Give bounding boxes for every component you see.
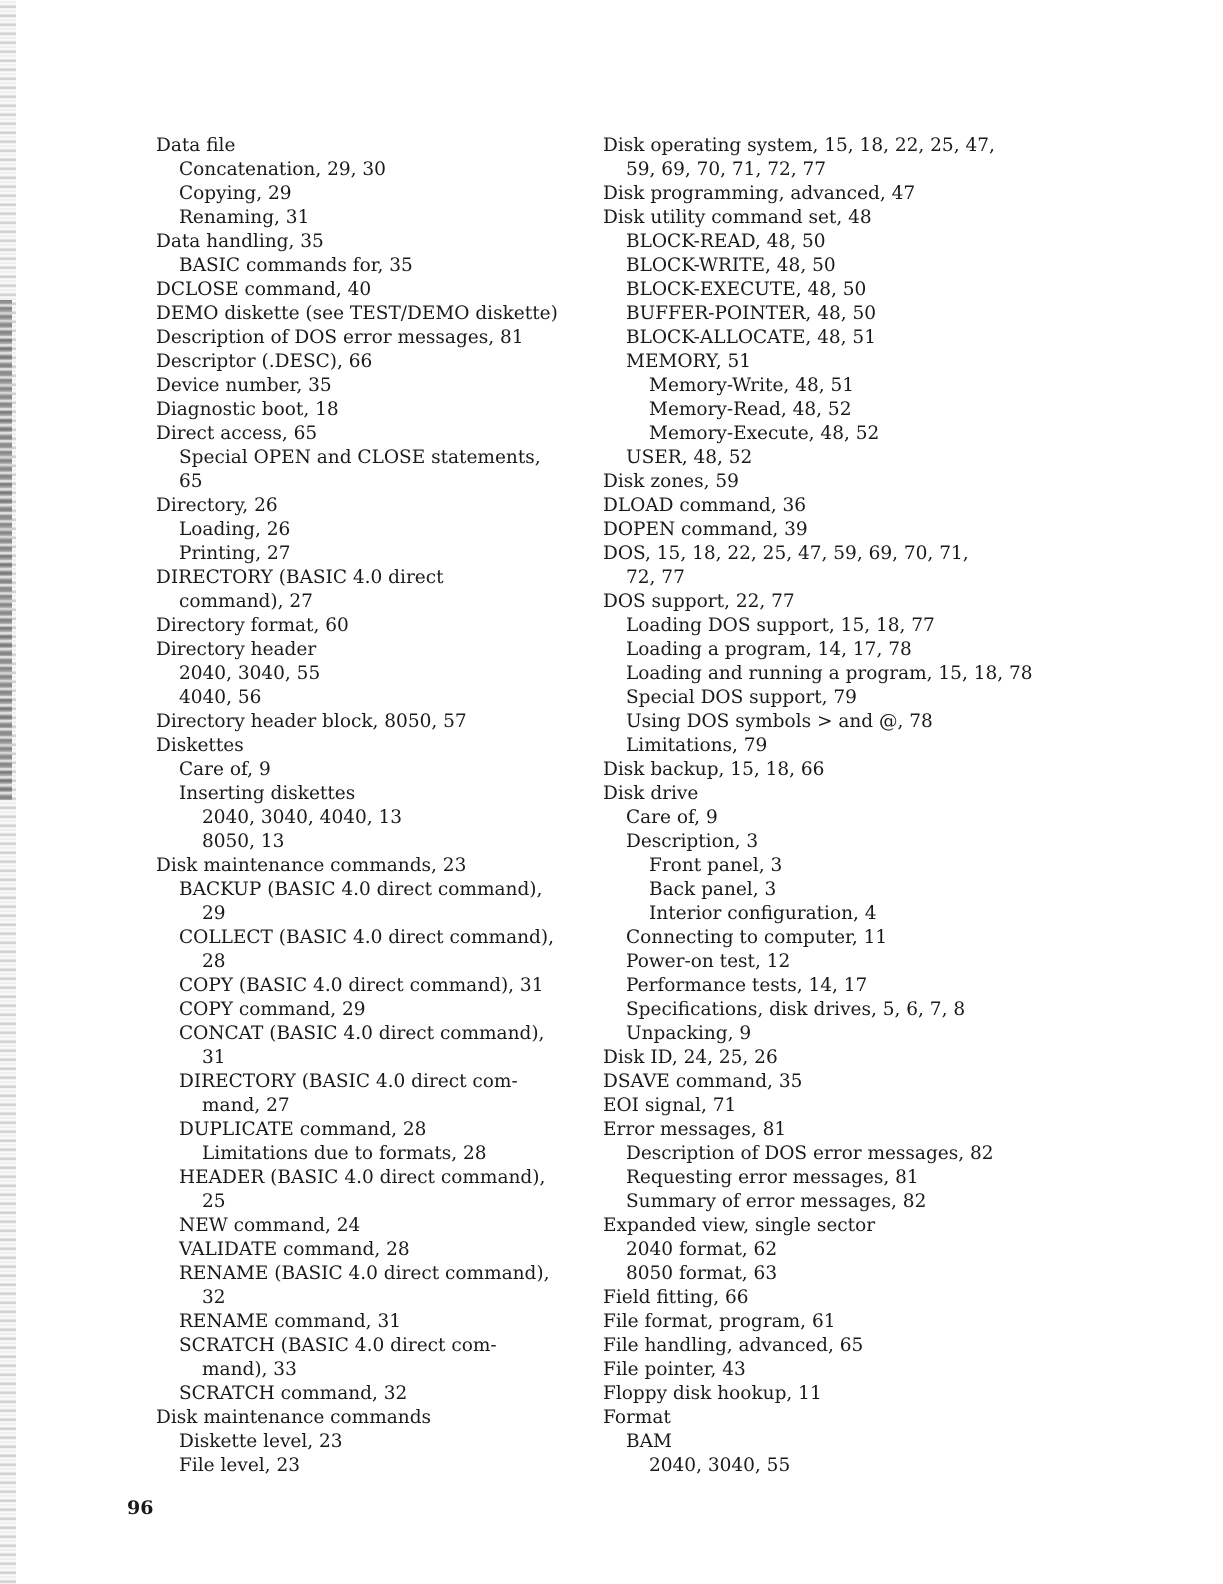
index-entry: 2040 format, 62 <box>626 1239 778 1260</box>
index-entry: 8050, 13 <box>202 831 285 852</box>
index-entry: DCLOSE command, 40 <box>156 279 372 300</box>
index-entry: Memory-Write, 48, 51 <box>649 375 855 396</box>
index-entry: Directory, 26 <box>156 495 278 516</box>
index-entry: 4040, 56 <box>179 687 262 708</box>
index-entry: BAM <box>626 1431 672 1452</box>
index-entry: 28 <box>202 951 226 972</box>
index-entry: Care of, 9 <box>179 759 271 780</box>
index-entry: CONCAT (BASIC 4.0 direct command), <box>179 1023 545 1044</box>
index-entry: DUPLICATE command, 28 <box>179 1119 427 1140</box>
index-entry: Disk programming, advanced, 47 <box>603 183 916 204</box>
index-entry: VALIDATE command, 28 <box>179 1239 410 1260</box>
index-entry: DEMO diskette (see TEST/DEMO diskette) <box>156 303 558 324</box>
index-entry: Interior configuration, 4 <box>649 903 877 924</box>
index-entry: Using DOS symbols > and @, 78 <box>626 711 933 732</box>
index-entry: Renaming, 31 <box>179 207 310 228</box>
index-entry: Loading a program, 14, 17, 78 <box>626 639 912 660</box>
index-entry: HEADER (BASIC 4.0 direct command), <box>179 1167 546 1188</box>
index-entry: Requesting error messages, 81 <box>626 1167 919 1188</box>
index-entry: BASIC commands for, 35 <box>179 255 413 276</box>
index-entry: DOS, 15, 18, 22, 25, 47, 59, 69, 70, 71, <box>603 543 969 564</box>
index-entry: COPY command, 29 <box>179 999 366 1020</box>
index-entry: 31 <box>202 1047 226 1068</box>
index-entry: Floppy disk hookup, 11 <box>603 1383 822 1404</box>
index-entry: Copying, 29 <box>179 183 292 204</box>
index-entry: Printing, 27 <box>179 543 291 564</box>
index-entry: Description of DOS error messages, 81 <box>156 327 524 348</box>
index-entry: File handling, advanced, 65 <box>603 1335 864 1356</box>
index-entry: 2040, 3040, 55 <box>649 1455 791 1476</box>
index-entry: DSAVE command, 35 <box>603 1071 803 1092</box>
index-entry: BACKUP (BASIC 4.0 direct command), <box>179 879 543 900</box>
index-entry: USER, 48, 52 <box>626 447 753 468</box>
index-entry: 2040, 3040, 55 <box>179 663 321 684</box>
index-entry: File level, 23 <box>179 1455 300 1476</box>
index-entry: BLOCK-READ, 48, 50 <box>626 231 826 252</box>
index-entry: Special DOS support, 79 <box>626 687 857 708</box>
index-entry: Front panel, 3 <box>649 855 783 876</box>
index-entry: MEMORY, 51 <box>626 351 752 372</box>
index-entry: DIRECTORY (BASIC 4.0 direct <box>156 567 444 588</box>
index-entry: RENAME command, 31 <box>179 1311 401 1332</box>
index-entry: Disk ID, 24, 25, 26 <box>603 1047 778 1068</box>
index-entry: mand, 27 <box>202 1095 290 1116</box>
index-entry: Loading and running a program, 15, 18, 78 <box>626 663 1033 684</box>
index-entry: Expanded view, single sector <box>603 1215 876 1236</box>
index-entry: 25 <box>202 1191 226 1212</box>
index-entry: Memory-Read, 48, 52 <box>649 399 852 420</box>
index-entry: DLOAD command, 36 <box>603 495 807 516</box>
index-column-left <box>156 134 576 1478</box>
index-entry: NEW command, 24 <box>179 1215 361 1236</box>
index-entry: Format <box>603 1407 671 1428</box>
index-entry: EOI signal, 71 <box>603 1095 737 1116</box>
page-number: 96 <box>127 1497 154 1519</box>
index-entry: Power-on test, 12 <box>626 951 791 972</box>
index-entry: 2040, 3040, 4040, 13 <box>202 807 403 828</box>
index-entry: Disk utility command set, 48 <box>603 207 872 228</box>
index-entry: RENAME (BASIC 4.0 direct command), <box>179 1263 550 1284</box>
index-entry: mand), 33 <box>202 1359 297 1380</box>
index-entry: DOS support, 22, 77 <box>603 591 795 612</box>
index-entry: File pointer, 43 <box>603 1359 746 1380</box>
index-entry: Field fitting, 66 <box>603 1287 749 1308</box>
index-entry: Description, 3 <box>626 831 759 852</box>
index-entry: Loading, 26 <box>179 519 291 540</box>
index-entry: Performance tests, 14, 17 <box>626 975 868 996</box>
index-entry: Concatenation, 29, 30 <box>179 159 386 180</box>
index-entry: Direct access, 65 <box>156 423 318 444</box>
index-entry: Disk drive <box>603 783 699 804</box>
index-entry: 72, 77 <box>626 567 685 588</box>
index-entry: Connecting to computer, 11 <box>626 927 888 948</box>
index-entry: Unpacking, 9 <box>626 1023 752 1044</box>
index-entry: Device number, 35 <box>156 375 332 396</box>
index-entry: SCRATCH command, 32 <box>179 1383 408 1404</box>
index-entry: 8050 format, 63 <box>626 1263 778 1284</box>
index-entry: Special OPEN and CLOSE statements, <box>179 447 541 468</box>
index-entry: 32 <box>202 1287 226 1308</box>
index-entry: command), 27 <box>179 591 313 612</box>
index-entry: Disk zones, 59 <box>603 471 739 492</box>
index-entry: Diskette level, 23 <box>179 1431 343 1452</box>
index-column-right <box>603 134 1043 1478</box>
index-entry: Diagnostic boot, 18 <box>156 399 339 420</box>
index-entry: Limitations due to formats, 28 <box>202 1143 487 1164</box>
index-entry: BLOCK-WRITE, 48, 50 <box>626 255 836 276</box>
index-entry: DOPEN command, 39 <box>603 519 808 540</box>
scan-binding-shadow <box>0 300 12 800</box>
index-entry: Descriptor (.DESC), 66 <box>156 351 373 372</box>
index-entry: BLOCK-EXECUTE, 48, 50 <box>626 279 867 300</box>
index-entry: Data file <box>156 135 236 156</box>
index-entry: 29 <box>202 903 226 924</box>
index-entry: Loading DOS support, 15, 18, 77 <box>626 615 935 636</box>
index-entry: Disk backup, 15, 18, 66 <box>603 759 825 780</box>
index-entry: Back panel, 3 <box>649 879 777 900</box>
index-entry: Summary of error messages, 82 <box>626 1191 927 1212</box>
index-entry: Description of DOS error messages, 82 <box>626 1143 994 1164</box>
index-entry: SCRATCH (BASIC 4.0 direct com- <box>179 1335 497 1356</box>
index-entry: BLOCK-ALLOCATE, 48, 51 <box>626 327 876 348</box>
index-entry: 59, 69, 70, 71, 72, 77 <box>626 159 827 180</box>
index-entry: Specifications, disk drives, 5, 6, 7, 8 <box>626 999 966 1020</box>
index-entry: Care of, 9 <box>626 807 718 828</box>
index-entry: COPY (BASIC 4.0 direct command), 31 <box>179 975 544 996</box>
index-entry: Diskettes <box>156 735 244 756</box>
index-entry: Directory header block, 8050, 57 <box>156 711 467 732</box>
index-entry: File format, program, 61 <box>603 1311 836 1332</box>
index-entry: 65 <box>179 471 203 492</box>
index-entry: COLLECT (BASIC 4.0 direct command), <box>179 927 554 948</box>
index-entry: Inserting diskettes <box>179 783 356 804</box>
index-entry: Disk maintenance commands, 23 <box>156 855 467 876</box>
index-entry: Disk operating system, 15, 18, 22, 25, 47, <box>603 135 995 156</box>
index-entry: Data handling, 35 <box>156 231 324 252</box>
index-entry: Disk maintenance commands <box>156 1407 432 1428</box>
index-entry: Error messages, 81 <box>603 1119 787 1140</box>
index-entry: BUFFER-POINTER, 48, 50 <box>626 303 877 324</box>
index-entry: DIRECTORY (BASIC 4.0 direct com- <box>179 1071 518 1092</box>
index-entry: Directory header <box>156 639 317 660</box>
index-entry: Limitations, 79 <box>626 735 768 756</box>
index-entry: Memory-Execute, 48, 52 <box>649 423 880 444</box>
index-entry: Directory format, 60 <box>156 615 349 636</box>
